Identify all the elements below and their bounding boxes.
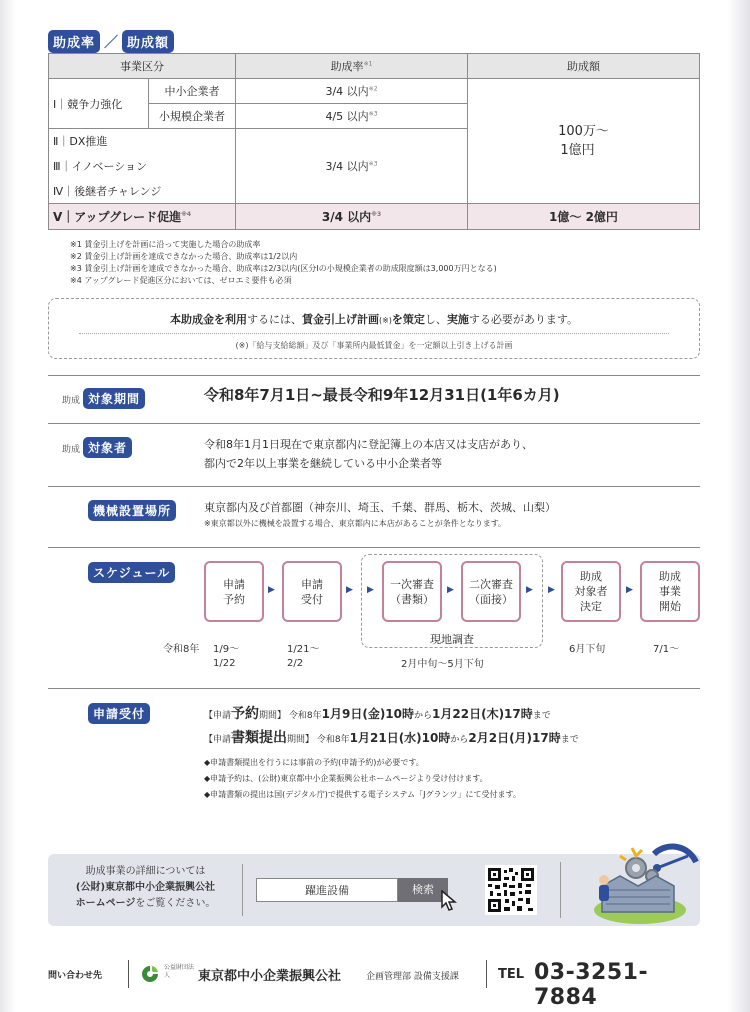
row4-category: Ⅳ｜後継者チャレンジ: [49, 179, 236, 204]
row1a-sub: 中小企業者: [149, 79, 236, 104]
divider: [48, 486, 700, 487]
note-1: ◆申請書類提出を行うには事前の予約(申請予約)が必要です。: [204, 758, 424, 767]
step-apply-receipt: 申請 受付: [282, 561, 342, 622]
divider: [48, 423, 700, 424]
note-2: ◆申請予約は、(公財)東京都中小企業振興公社ホームページより受け付けます。: [204, 774, 488, 783]
panel-divider: [242, 864, 243, 916]
footnotes: [70, 239, 497, 287]
date-decision: 6月下旬: [569, 644, 606, 655]
schedule-era: 令和8年: [163, 644, 200, 655]
header-amount: 助成額: [468, 54, 700, 79]
tag-amount: 助成額: [122, 30, 174, 53]
reservation-period: 【申請予約期間】 令和8年1月9日(金)10時から1月22日(木)17時まで: [204, 706, 551, 722]
rate-table: [48, 53, 700, 230]
org-name: 東京都中小企業振興公社: [198, 969, 342, 984]
arrow-right-icon: ▶: [526, 585, 533, 595]
arrow-right-icon: ▶: [447, 585, 454, 595]
tel-label: TEL: [498, 967, 525, 982]
footer-divider: [128, 960, 129, 988]
contact-label: 問い合わせ先: [48, 971, 103, 981]
application-notes: [204, 755, 521, 803]
row5-amount: 1億～ 2億円: [468, 204, 700, 230]
header-category: 事業区分: [49, 54, 236, 79]
arrow-right-icon: ▶: [367, 585, 374, 595]
date-review: 2月中旬～5月下旬: [401, 659, 484, 670]
location-label: 機械設置場所: [88, 500, 176, 521]
header-rate: 助成率$^{※1}$: [236, 54, 468, 79]
row1a-rate: 3/4 以内$^{※2}$: [236, 79, 468, 104]
row5-category: Ⅴ｜アップグレード促進$^{※4}$: [49, 204, 236, 230]
arrow-right-icon: ▶: [626, 585, 633, 595]
footnote-3: ※3 賃金引上げ計画を達成できなかった場合、助成率は2/3以内(区分Ⅰの小規模企業者の助成限度額は3,000万円となる): [70, 264, 497, 273]
arrow-right-icon: ▶: [548, 585, 555, 595]
step-project-start: 助成 事業 開始: [640, 561, 700, 622]
search-input[interactable]: [256, 878, 398, 902]
tag-rate: 助成率: [48, 30, 100, 53]
target-label: 助成 対象者: [62, 437, 132, 458]
period-label: 助成 対象期間: [62, 388, 145, 409]
page-edge-right: [728, 0, 750, 1012]
factory-illustration-icon: [584, 834, 702, 930]
footnote-2: ※2 賃金引上げ計画を達成できなかった場合、助成率は1/2以内: [70, 252, 298, 261]
row5-rate: 3/4 以内$^{※3}$: [236, 204, 468, 230]
row1b-rate: 4/5 以内$^{※3}$: [236, 104, 468, 129]
phone-number[interactable]: 03-3251-7884: [534, 960, 649, 1010]
period-text: 令和8年7月1日~最長令和9年12月31日(1年6カ月): [204, 386, 560, 404]
rate-section-title: 助成率 ／ 助成額: [48, 30, 174, 53]
cursor-icon: [440, 890, 458, 917]
footer: [48, 958, 700, 1010]
divider: [48, 547, 700, 548]
target-text: 令和8年1月1日現在で東京都内に登記簿上の本店又は支店があり、 都内で2年以上事業を継続している中小企業者等: [204, 438, 533, 470]
step-apply-reservation: 申請 予約: [204, 561, 264, 622]
arrow-right-icon: ▶: [346, 585, 353, 595]
date-reservation: 1/9～ 1/22: [213, 644, 240, 669]
site-visit-label: 現地調査: [430, 633, 474, 646]
notice-divider: [79, 333, 669, 334]
panel-divider: [560, 862, 561, 918]
date-receipt: 1/21～ 2/2: [287, 644, 320, 669]
wage-plan-notice: [48, 298, 700, 359]
panel-text: 助成事業の詳細については (公財)東京都中小企業振興公社 ホームページをご覧ください。: [75, 866, 216, 909]
arrow-right-icon: ▶: [268, 585, 275, 595]
amount-cell: 100万～ 1億円: [468, 79, 700, 204]
note-3: ◆申請書類の提出は国(デジタル庁)で提供する電子システム「Jグランツ」にて受付ます。: [204, 790, 521, 799]
qr-code-icon[interactable]: [485, 865, 537, 915]
step-second-review: 二次審査 （面接）: [461, 561, 521, 622]
row1b-sub: 小規模企業者: [149, 104, 236, 129]
row3-category: Ⅲ｜イノベーション: [49, 154, 236, 179]
location-text: 東京都内及び首都圏（神奈川、埼玉、千葉、群馬、栃木、茨城、山梨） ※東京都以外に機械を設置する場合、東京都内に本店があることが条件となります。: [204, 501, 556, 528]
schedule-label: スケジュール: [88, 562, 175, 583]
step-first-review: 一次審査 （書類）: [382, 561, 442, 622]
notice-sub-text: (※)「給与支給総額」及び「事業所内最低賃金」を一定額以上引き上げる計画: [235, 341, 513, 350]
website-panel: [48, 854, 700, 926]
page-edge-left: [0, 0, 16, 1012]
footnote-4: ※4 アップグレード促進区分においては、ゼロエミ要件も必須: [70, 276, 292, 285]
divider: [48, 375, 700, 376]
row2-category: Ⅱ｜DX推進: [49, 129, 236, 154]
divider: [48, 688, 700, 689]
footer-divider: [486, 960, 487, 988]
org-logo-icon: [140, 964, 160, 988]
notice-main-text: 本助成金を利用するには、賃金引上げ計画(※)を策定し、実施する必要があります。: [169, 313, 579, 326]
footnote-1: ※1 賃金引上げを計画に沿って実施した場合の助成率: [70, 240, 261, 249]
search-button[interactable]: 検索: [398, 878, 448, 902]
date-start: 7/1～: [653, 644, 680, 655]
org-prefix: 公益財団法人: [164, 964, 195, 979]
step-recipient-decision: 助成 対象者 決定: [561, 561, 621, 622]
submission-period: 【申請書類提出期間】 令和8年1月21日(水)10時から2月2日(月)17時まで: [204, 730, 579, 746]
application-label: 申請受付: [88, 703, 150, 724]
row1-category: Ⅰ｜競争力強化: [49, 79, 149, 129]
department: 企画管理部 設備支援課: [366, 972, 459, 982]
rows234-rate: 3/4 以内$^{※3}$: [236, 129, 468, 204]
